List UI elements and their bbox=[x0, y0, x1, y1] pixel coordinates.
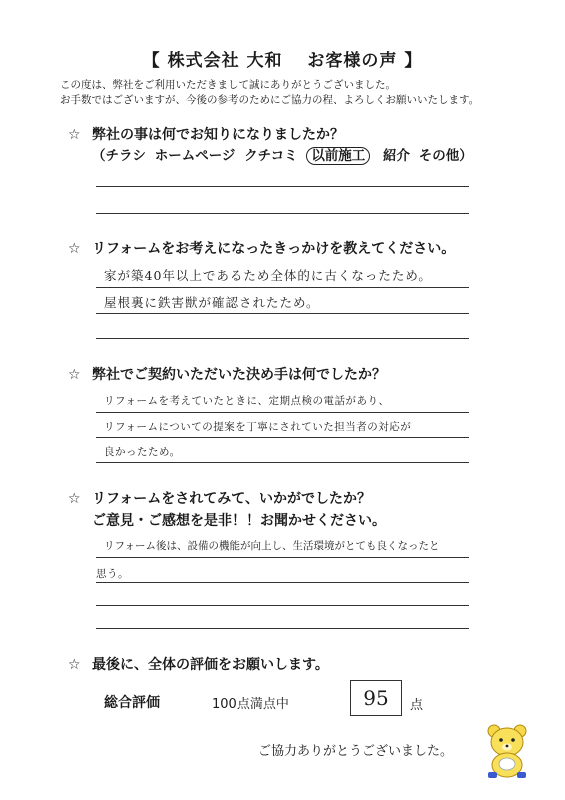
question-2 bbox=[68, 240, 455, 258]
answer-line bbox=[96, 287, 469, 288]
option-homepage: ホームページ bbox=[154, 148, 236, 164]
handwritten-answer-3-line-2: リフォームについての提案を丁寧にされていた担当者の対応が bbox=[104, 421, 412, 433]
star-icon: ☆ bbox=[68, 657, 81, 673]
answer-line bbox=[96, 412, 469, 413]
answer-line bbox=[96, 338, 469, 339]
answer-line bbox=[96, 605, 469, 606]
question-5-text: 最後に、全体の評価をお願いします。 bbox=[92, 657, 329, 673]
score-box: 95 bbox=[350, 680, 402, 716]
overall-rating-label: 総合評価 bbox=[104, 695, 160, 711]
answer-line bbox=[96, 462, 469, 463]
question-1 bbox=[68, 126, 344, 144]
handwritten-answer-3-line-3: 良かったため。 bbox=[104, 446, 181, 458]
answer-line bbox=[96, 186, 469, 187]
thanks-message: ご協力ありがとうございました。 bbox=[258, 744, 454, 759]
intro-line-2: お手数ではございますが、今後の参考のためにご協力の程、よろしくお願いいたします。 bbox=[60, 94, 480, 106]
question-4-subtext: ご意見・ご感想を是非！！お聞かせください。 bbox=[92, 513, 386, 529]
star-icon: ☆ bbox=[68, 367, 81, 383]
option-referral: 紹介 bbox=[383, 148, 411, 164]
question-5 bbox=[68, 656, 329, 674]
answer-line bbox=[96, 582, 469, 583]
star-icon: ☆ bbox=[68, 491, 81, 507]
score-unit: 点 bbox=[410, 698, 424, 713]
q1-options bbox=[92, 144, 477, 164]
option-other: その他） bbox=[418, 148, 473, 164]
option-previous-work-selected: 以前施工 bbox=[306, 147, 370, 165]
handwritten-answer-2-line-2: 屋根裏に鉄害獣が確認されたため。 bbox=[104, 295, 320, 310]
question-3 bbox=[68, 366, 386, 384]
rating-scale-note: 100点満点中 bbox=[212, 697, 289, 712]
answer-line bbox=[96, 557, 469, 558]
question-2-text: リフォームをお考えになったきっかけを教えてください。 bbox=[92, 241, 456, 257]
answer-line bbox=[96, 313, 469, 314]
bear-mascot-icon bbox=[482, 722, 532, 780]
page-title: 【 株式会社 大和 お客様の声 】 bbox=[142, 51, 423, 71]
handwritten-answer-4-line-2: 思う。 bbox=[96, 568, 129, 580]
question-4 bbox=[68, 490, 371, 508]
answer-line bbox=[96, 628, 469, 629]
option-flyer: （チラシ bbox=[92, 148, 146, 164]
question-4-text: リフォームをされてみて、いかがでしたか？ bbox=[92, 491, 372, 507]
handwritten-answer-3-line-1: リフォームを考えていたときに、定期点検の電話があり、 bbox=[104, 395, 390, 407]
question-1-text: 弊社の事は何でお知りになりましたか？ bbox=[92, 127, 344, 143]
option-word-of-mouth: クチコミ bbox=[244, 148, 298, 164]
handwritten-answer-4-line-1: リフォーム後は、設備の機能が向上し、生活環境がとても良くなったと bbox=[104, 540, 440, 552]
question-3-text: 弊社でご契約いただいた決め手は何でしたか？ bbox=[92, 367, 386, 383]
answer-line bbox=[96, 213, 469, 214]
answer-line bbox=[96, 437, 469, 438]
intro-line-1: この度は、弊社をご利用いただきまして誠にありがとうございました。 bbox=[60, 79, 396, 91]
star-icon: ☆ bbox=[68, 127, 81, 143]
star-icon: ☆ bbox=[68, 241, 81, 257]
handwritten-answer-2-line-1: 家が築40年以上であるため全体的に古くなったため。 bbox=[104, 268, 432, 283]
